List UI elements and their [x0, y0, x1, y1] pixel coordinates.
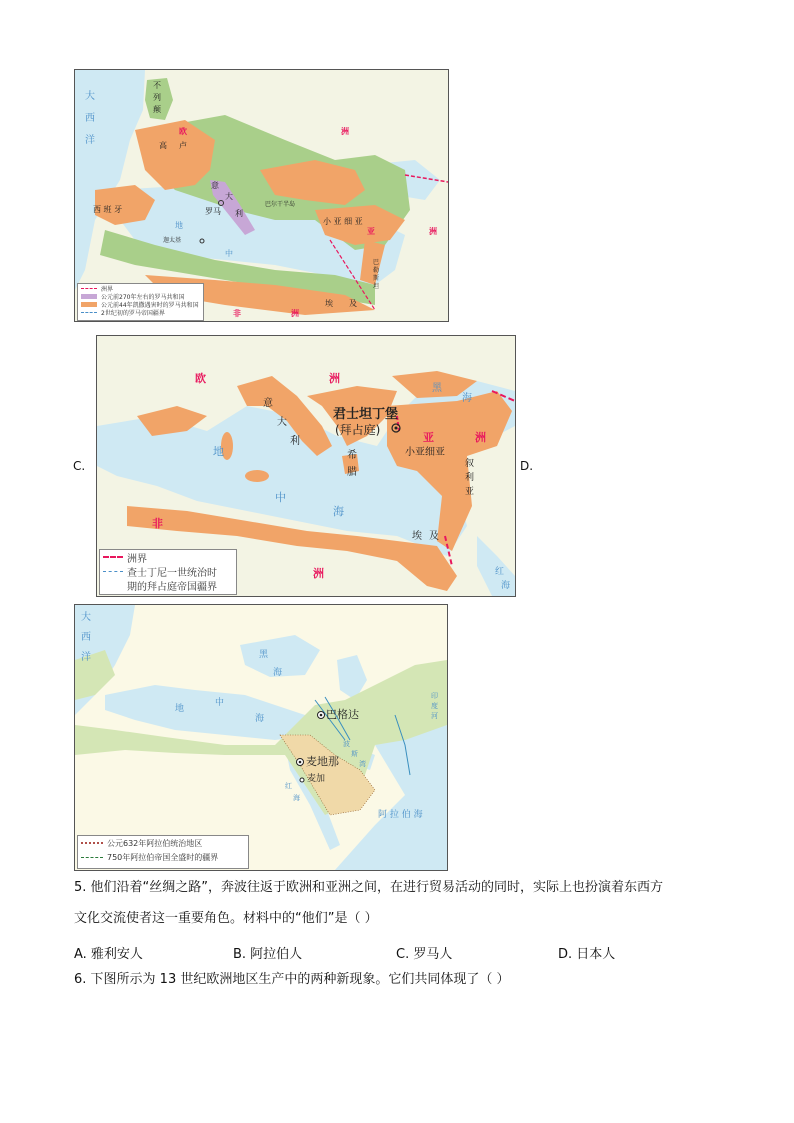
legend-text: 750年阿拉伯帝国全盛时的疆界	[107, 852, 219, 862]
label-li: 利	[235, 209, 243, 218]
label-luoma: 罗马	[205, 207, 221, 216]
label-yang: 洋	[85, 135, 95, 146]
label-li2: 利	[465, 473, 475, 483]
label-hai3: 海	[293, 794, 300, 802]
map-arab-graphic	[75, 605, 447, 870]
label-bale: 巴	[373, 259, 380, 266]
label-xi: 西	[81, 632, 91, 643]
label-zhong: 中	[225, 249, 233, 258]
legend-row	[100, 550, 236, 564]
map-byzantine-empire	[96, 335, 516, 597]
label-le2: 勒	[373, 267, 380, 274]
legend-row	[100, 578, 236, 592]
label-mecca: 麦加	[307, 774, 326, 784]
legend-text: 公元632年阿拉伯统治地区	[107, 838, 203, 848]
label-ou: 欧	[179, 127, 187, 136]
option-c-label: C.	[73, 459, 86, 473]
question-5-line-2: 文化交流使者这一重要角色。材料中的“他们”是（ ）	[74, 911, 378, 926]
label-la: 腊	[347, 467, 357, 478]
label-si: 斯	[373, 275, 380, 282]
label-hei: 黑	[259, 650, 269, 660]
label-fei: 非	[233, 309, 241, 318]
label-zhong: 中	[275, 491, 286, 504]
label-hai3: 海	[501, 581, 511, 591]
label-hei: 黑	[432, 383, 442, 394]
label-xu: 叙	[465, 459, 475, 469]
legend-text: 2世纪初的罗马帝国疆界	[101, 309, 165, 317]
question-5-option-a[interactable]: A. 雅利安人	[74, 947, 143, 962]
label-jiataiji: 迦太基	[163, 237, 182, 244]
question-5-option-d[interactable]: D. 日本人	[558, 947, 616, 962]
label-he: 河	[431, 712, 438, 720]
label-wan: 湾	[359, 760, 366, 768]
legend-text: 公元前270年左右的罗马共和国	[101, 293, 185, 301]
label-xiaoyaxiya: 小 亚 细 亚	[323, 217, 363, 226]
label-ya: 亚	[423, 431, 434, 444]
legend-row	[78, 836, 248, 850]
legend-text: 查士丁尼一世统治时	[127, 567, 217, 579]
legend-text: 洲界	[127, 553, 147, 565]
question-5-line-1: 5. 他们沿着“丝绸之路”，奔波往返于欧洲和亚洲之间，在进行贸易活动的同时，实际上也扮演着东西方	[74, 880, 664, 895]
label-hai: 海	[333, 505, 344, 518]
label-bu: 不	[153, 81, 161, 90]
label-hai: 海	[273, 668, 283, 678]
label-zhou2: 洲	[475, 431, 486, 444]
legend-row	[78, 850, 248, 864]
label-ya: 亚	[367, 227, 375, 236]
question-6-line-1: 6. 下图所示为 13 世纪欧洲地区生产中的两种新现象。它们共同体现了（ ）	[74, 972, 510, 987]
label-bo: 波	[343, 740, 350, 748]
label-baghdad: 巴格达	[326, 708, 359, 721]
label-dali: 大	[225, 192, 233, 201]
question-5-option-b[interactable]: B. 阿拉伯人	[233, 947, 303, 962]
label-zhou: 洲	[341, 127, 349, 136]
label-da: 大	[85, 91, 95, 102]
map3-legend	[77, 835, 249, 869]
label-hai2: 海	[462, 393, 472, 404]
label-xi: 西	[85, 113, 95, 124]
label-arab-sea: 阿 拉 伯 海	[378, 810, 423, 820]
map1-legend	[77, 283, 204, 321]
label-dian: 颠	[153, 105, 161, 114]
label-ou: 欧	[195, 372, 206, 385]
label-di: 地	[175, 704, 185, 714]
label-di: 地	[213, 445, 224, 458]
label-fei: 非	[152, 517, 163, 530]
label-si: 斯	[351, 750, 358, 758]
map-roman-empire	[74, 69, 449, 322]
label-xi: 希	[347, 450, 357, 461]
label-byzantium: (拜占庭)	[335, 423, 381, 437]
label-constantinople: 君士坦丁堡	[333, 407, 399, 422]
label-ai: 埃	[325, 299, 333, 308]
label-lu: 卢	[179, 141, 187, 150]
label-yi: 意	[263, 398, 273, 409]
label-yang: 洋	[81, 652, 91, 663]
option-d-label: D.	[520, 459, 534, 473]
label-xiaoyaxiya: 小亚细亚	[405, 447, 445, 458]
label-lie: 列	[153, 93, 161, 102]
label-tan: 坦	[373, 283, 380, 290]
label-zhong: 中	[215, 698, 225, 708]
question-5-option-c[interactable]: C. 罗马人	[396, 947, 453, 962]
label-zhou: 洲	[329, 372, 340, 385]
label-hai2: 海	[255, 714, 265, 724]
label-medina: 麦地那	[306, 755, 339, 768]
label-di: 地	[175, 221, 183, 230]
label-hong: 红	[285, 782, 292, 790]
label-li: 利	[290, 436, 300, 447]
label-da: 大	[277, 417, 287, 428]
map2-legend	[99, 549, 237, 595]
label-ji: 及	[349, 299, 357, 308]
label-du: 度	[431, 702, 438, 710]
label-da: 大	[81, 612, 91, 623]
label-ai: 埃	[412, 531, 422, 542]
label-hong: 红	[495, 567, 505, 577]
label-zhou2: 洲	[429, 227, 437, 236]
label-ji: 及	[429, 531, 439, 542]
label-xibanya: 西 班 牙	[93, 205, 123, 214]
label-zhou3: 洲	[291, 309, 299, 318]
legend-row	[100, 564, 236, 578]
map-arab-empire	[74, 604, 448, 871]
legend-text: 期的拜占庭帝国疆界	[127, 581, 217, 593]
legend-text: 洲界	[101, 285, 114, 293]
label-yin: 印	[431, 692, 438, 700]
label-baergan: 巴尔干半岛	[265, 201, 296, 208]
label-zhou3: 洲	[313, 567, 324, 580]
label-gao: 高	[159, 141, 167, 150]
legend-text: 公元前44年凯撒遇害时的罗马共和国	[101, 301, 199, 309]
label-yi: 意	[211, 181, 219, 190]
legend-row	[78, 308, 203, 316]
label-ya2: 亚	[465, 487, 475, 497]
